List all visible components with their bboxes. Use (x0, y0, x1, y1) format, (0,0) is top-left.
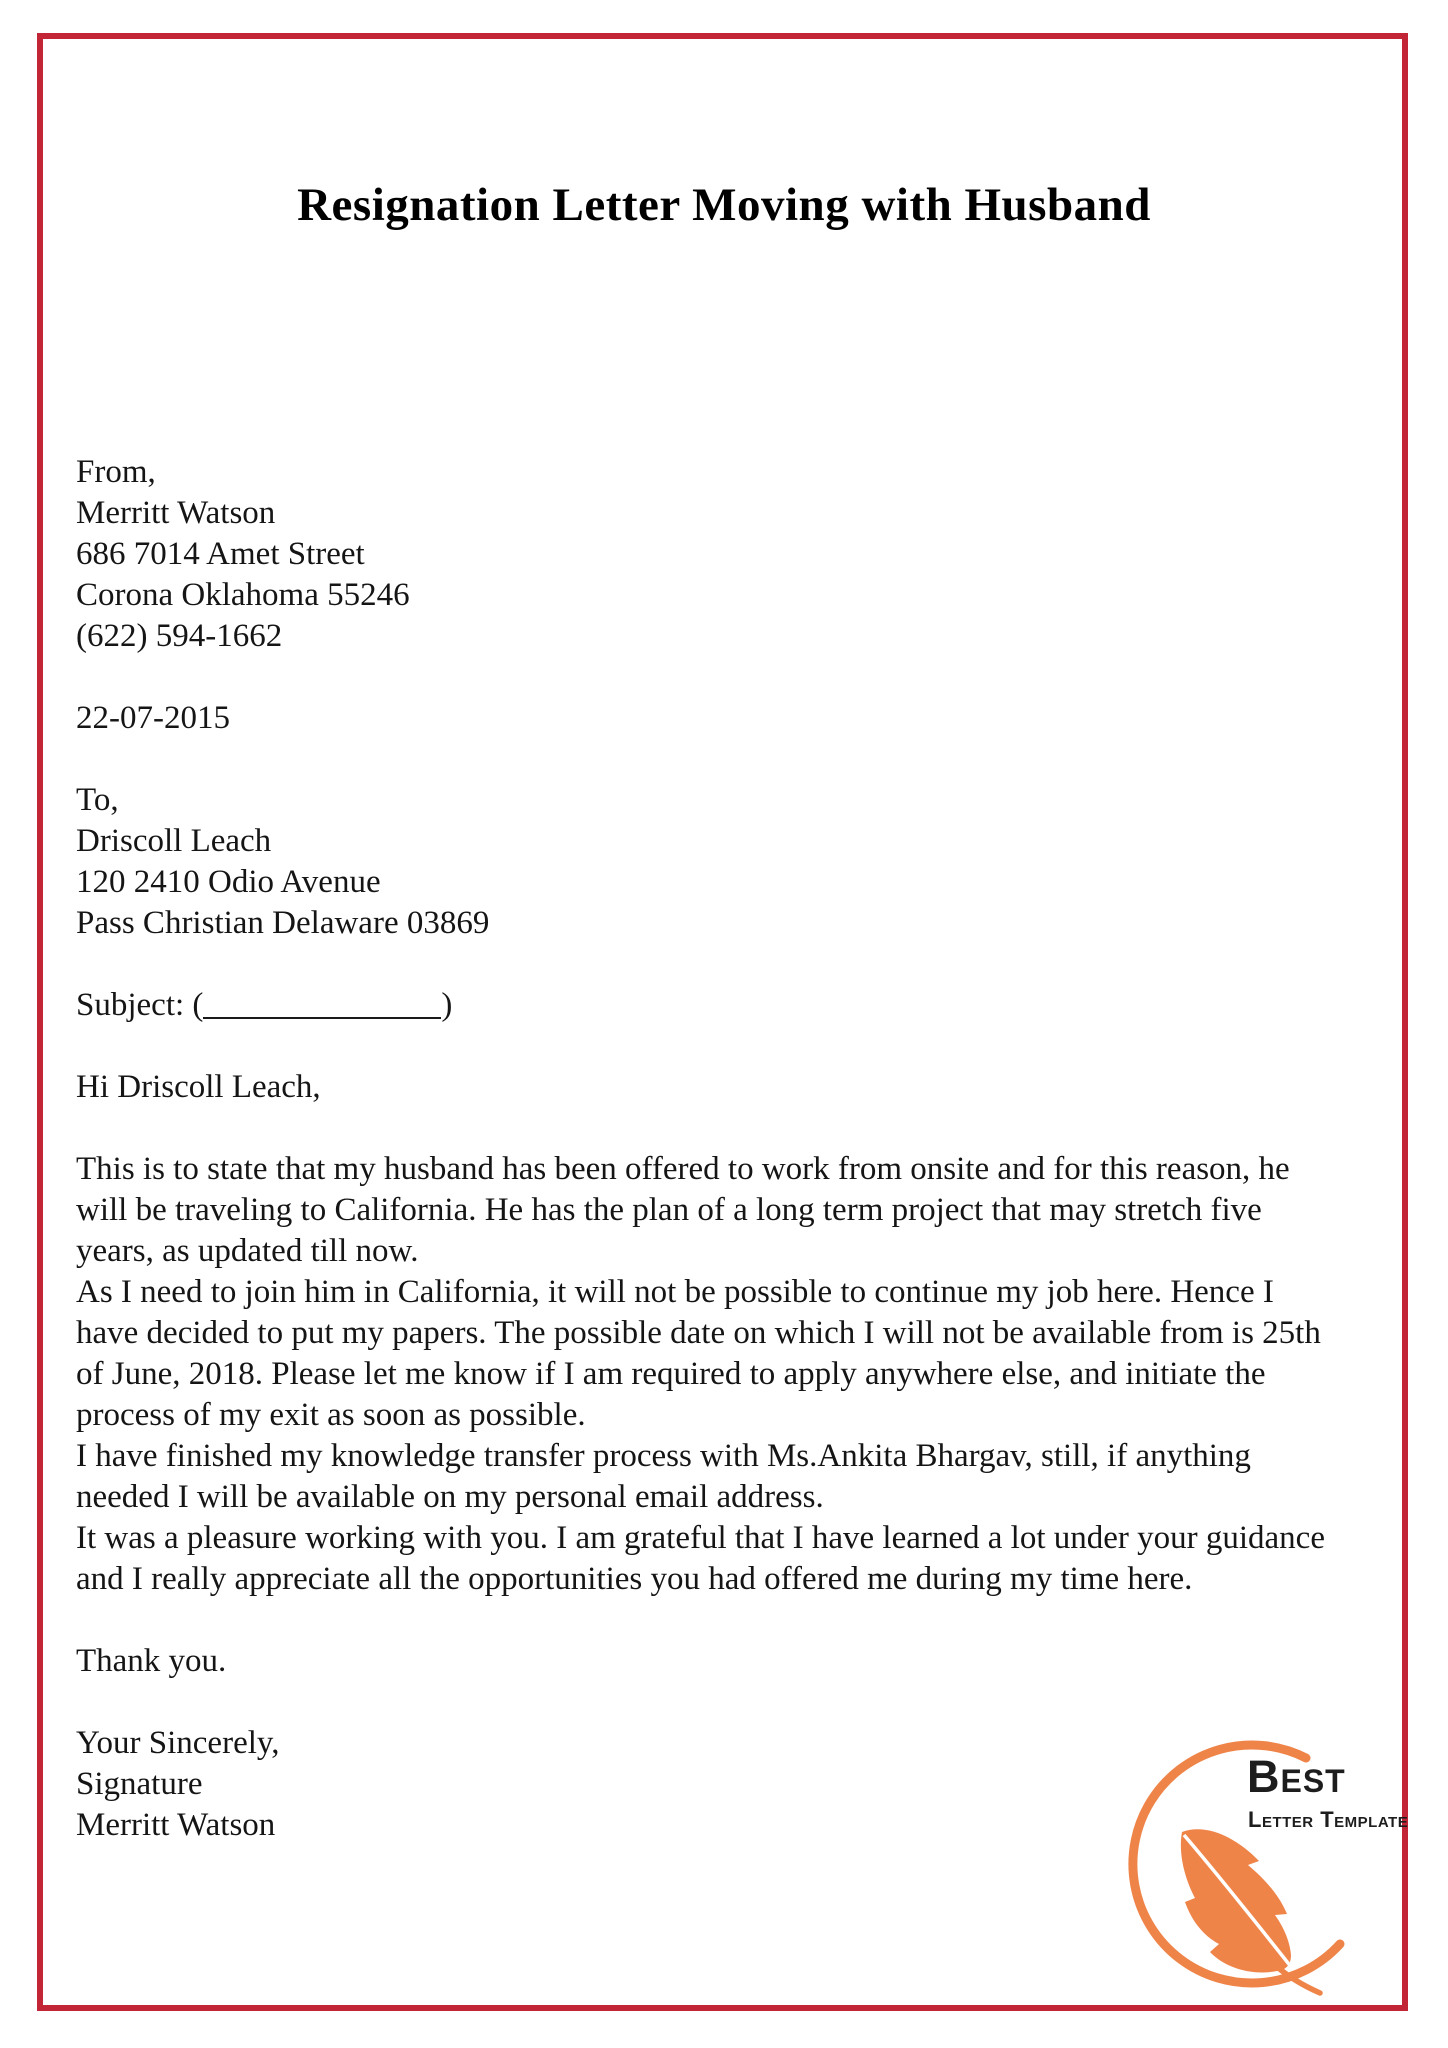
body-line: have decided to put my papers. The possible date on which I will not be available from is 25th (76, 1315, 1321, 1351)
page-title: Resignation Letter Moving with Husband (297, 179, 1151, 231)
body-line: I have finished my knowledge transfer process with Ms.Ankita Bhargav, still, if anything (76, 1438, 1251, 1474)
sender-phone: (622) 594-1662 (76, 618, 283, 654)
sender-street: 686 7014 Amet Street (76, 536, 365, 572)
salutation-block (76, 1067, 1386, 1108)
body-line: needed I will be available on my personal email address. (76, 1479, 824, 1515)
body-line: of June, 2018. Please let me know if I am required to apply anywhere else, and initiate the (76, 1356, 1266, 1392)
letter-body (76, 452, 1386, 1846)
body-line: This is to state that my husband has been offered to work from onsite and for this reason, he (76, 1151, 1290, 1187)
recipient-name: Driscoll Leach (76, 823, 272, 859)
from-label: From, (76, 454, 156, 490)
logo-brand-subtext: Letter Template (1248, 1807, 1409, 1832)
sender-block (76, 452, 1386, 657)
date-block (76, 698, 1386, 739)
recipient-city: Pass Christian Delaware 03869 (76, 905, 490, 941)
subject-blank-line (203, 987, 441, 1019)
logo-brand-text: Best (1247, 1751, 1346, 1802)
letter-date: 22-07-2015 (76, 700, 230, 736)
body-line: It was a pleasure working with you. I am grateful that I have learned a lot under your guidance (76, 1520, 1325, 1556)
thank-you: Thank you. (76, 1643, 227, 1679)
signature-label: Signature (76, 1766, 203, 1802)
subject-label: Subject: ( (76, 987, 204, 1023)
subject-line (76, 985, 1386, 1026)
body-paragraphs (76, 1149, 1386, 1600)
body-line: process of my exit as soon as possible. (76, 1397, 586, 1433)
body-line: As I need to join him in California, it will not be possible to continue my job here. Hence I (76, 1274, 1274, 1310)
recipient-block (76, 780, 1386, 944)
body-line: and I really appreciate all the opportunities you had offered me during my time here. (76, 1561, 1193, 1597)
body-line: years, as updated till now. (76, 1233, 419, 1269)
to-label: To, (76, 782, 119, 818)
thanks-block (76, 1641, 1386, 1682)
closing: Your Sincerely, (76, 1725, 280, 1761)
signature-name: Merritt Watson (76, 1807, 276, 1843)
recipient-street: 120 2410 Odio Avenue (76, 864, 381, 900)
salutation: Hi Driscoll Leach, (76, 1069, 321, 1105)
subject-close-paren: ) (441, 987, 453, 1023)
body-line: will be traveling to California. He has the plan of a long term project that may stretch five (76, 1192, 1262, 1228)
sender-name: Merritt Watson (76, 495, 276, 531)
subject-block (76, 985, 1386, 1026)
best-letter-template-logo (1120, 1735, 1420, 2025)
sender-city: Corona Oklahoma 55246 (76, 577, 410, 613)
